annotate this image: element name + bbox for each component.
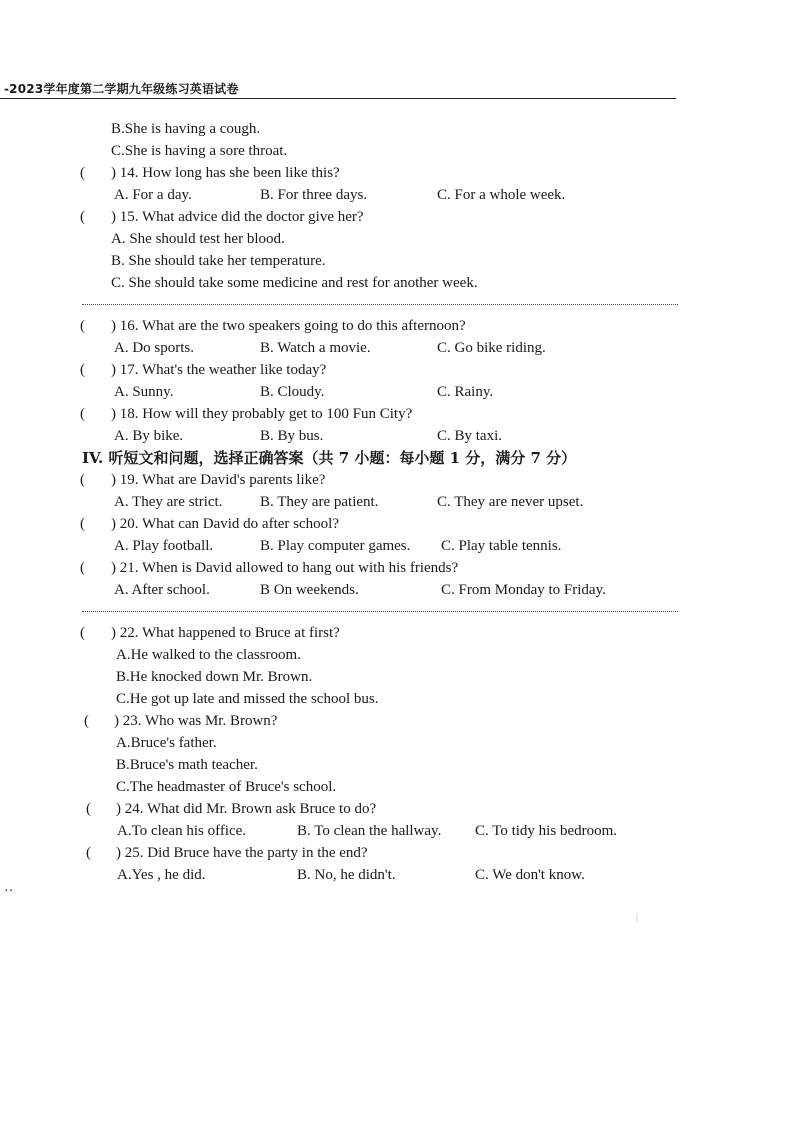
question-18 — [0, 403, 794, 425]
question-24 — [0, 798, 794, 820]
question-21 — [0, 557, 794, 579]
option-a: A. Sunny. — [114, 384, 174, 400]
question-stem: ) 19. What are David's parents like? — [111, 472, 326, 488]
question-stem: ) 24. What did Mr. Brown ask Bruce to do? — [116, 801, 377, 817]
option-c: C. From Monday to Friday. — [441, 582, 606, 598]
answer-blank: ( — [80, 318, 85, 334]
answer-blank: ( — [80, 362, 85, 378]
option-c: C. By taxi. — [437, 428, 503, 444]
q13-option-c: C.She is having a sore throat. — [111, 143, 288, 159]
option-b: B. To clean the hallway. — [297, 823, 442, 839]
option-a: A. By bike. — [114, 428, 184, 444]
option-c: C. We don't know. — [475, 867, 585, 883]
option-a: A.Yes , he did. — [117, 867, 206, 883]
margin-mark: ·· — [4, 884, 14, 899]
q16-options — [0, 337, 794, 359]
q14-options — [0, 184, 794, 206]
question-stem: ) 21. When is David allowed to hang out with his friends? — [111, 560, 459, 576]
question-stem: ) 23. Who was Mr. Brown? — [114, 713, 278, 729]
question-15 — [0, 206, 794, 228]
option-b: B. No, he didn't. — [297, 867, 396, 883]
answer-blank: ( — [80, 516, 85, 532]
option-c: C. Rainy. — [437, 384, 494, 400]
option-b: B On weekends. — [260, 582, 359, 598]
question-stem: ) 18. How will they probably get to 100 Fun City? — [111, 406, 413, 422]
question-25 — [0, 842, 794, 864]
option-c: C. They are never upset. — [437, 494, 584, 510]
option-c: C. For a whole week. — [437, 187, 566, 203]
dotted-separator — [82, 304, 678, 305]
question-20 — [0, 513, 794, 535]
question-22 — [0, 622, 794, 644]
answer-blank: ( — [80, 406, 85, 422]
header-rule — [0, 98, 676, 99]
option-c: C. Play table tennis. — [441, 538, 562, 554]
option-b: B. For three days. — [260, 187, 368, 203]
answer-blank: ( — [86, 801, 91, 817]
q23-option-a: A.Bruce's father. — [116, 735, 217, 751]
option-a: A.To clean his office. — [117, 823, 247, 839]
scan-speck: | — [636, 912, 639, 923]
answer-blank: ( — [86, 845, 91, 861]
question-16 — [0, 315, 794, 337]
answer-blank: ( — [80, 209, 85, 225]
q19-options — [0, 491, 794, 513]
question-stem: ) 16. What are the two speakers going to do this afternoon? — [111, 318, 466, 334]
answer-blank: ( — [84, 713, 89, 729]
option-a: A. For a day. — [114, 187, 192, 203]
q22-option-c: C.He got up late and missed the school bus. — [116, 691, 379, 707]
answer-blank: ( — [80, 625, 85, 641]
q25-options — [0, 864, 794, 886]
q22-option-b: B.He knocked down Mr. Brown. — [116, 669, 313, 685]
q13-option-b: B.She is having a cough. — [111, 121, 261, 137]
option-a: A. Do sports. — [114, 340, 195, 356]
q15-option-c: C. She should take some medicine and rest for another week. — [111, 275, 478, 291]
section-iv-title: IV. 听短文和问题，选择正确答案（共 7 小题：每小题 1 分，满分 7 分） — [82, 449, 577, 467]
question-stem: ) 25. Did Bruce have the party in the end? — [116, 845, 368, 861]
option-b: B. Play computer games. — [260, 538, 411, 554]
q22-option-a: A.He walked to the classroom. — [116, 647, 301, 663]
answer-blank: ( — [80, 165, 85, 181]
exam-header-title: -2023学年度第二学期九年级练习英语试卷 — [4, 82, 239, 96]
question-stem: ) 15. What advice did the doctor give her? — [111, 209, 364, 225]
question-stem: ) 22. What happened to Bruce at first? — [111, 625, 340, 641]
option-a: A. After school. — [114, 582, 210, 598]
option-c: C. To tidy his bedroom. — [475, 823, 618, 839]
dotted-separator — [82, 611, 678, 612]
q20-options — [0, 535, 794, 557]
q17-options — [0, 381, 794, 403]
q24-options — [0, 820, 794, 842]
question-19 — [0, 469, 794, 491]
option-a: A. Play football. — [114, 538, 214, 554]
answer-blank: ( — [80, 560, 85, 576]
option-c: C. Go bike riding. — [437, 340, 546, 356]
q15-option-b: B. She should take her temperature. — [111, 253, 326, 269]
question-stem: ) 14. How long has she been like this? — [111, 165, 340, 181]
question-17 — [0, 359, 794, 381]
q23-option-c: C.The headmaster of Bruce's school. — [116, 779, 337, 795]
question-14 — [0, 162, 794, 184]
question-23 — [0, 710, 794, 732]
q18-options — [0, 425, 794, 447]
option-a: A. They are strict. — [114, 494, 223, 510]
answer-blank: ( — [80, 472, 85, 488]
option-b: B. By bus. — [260, 428, 324, 444]
q23-option-b: B.Bruce's math teacher. — [116, 757, 258, 773]
q15-option-a: A. She should test her blood. — [111, 231, 285, 247]
option-b: B. Cloudy. — [260, 384, 325, 400]
question-stem: ) 17. What's the weather like today? — [111, 362, 327, 378]
exam-content — [0, 118, 794, 886]
option-b: B. They are patient. — [260, 494, 379, 510]
question-stem: ) 20. What can David do after school? — [111, 516, 339, 532]
q21-options — [0, 579, 794, 601]
option-b: B. Watch a movie. — [260, 340, 371, 356]
